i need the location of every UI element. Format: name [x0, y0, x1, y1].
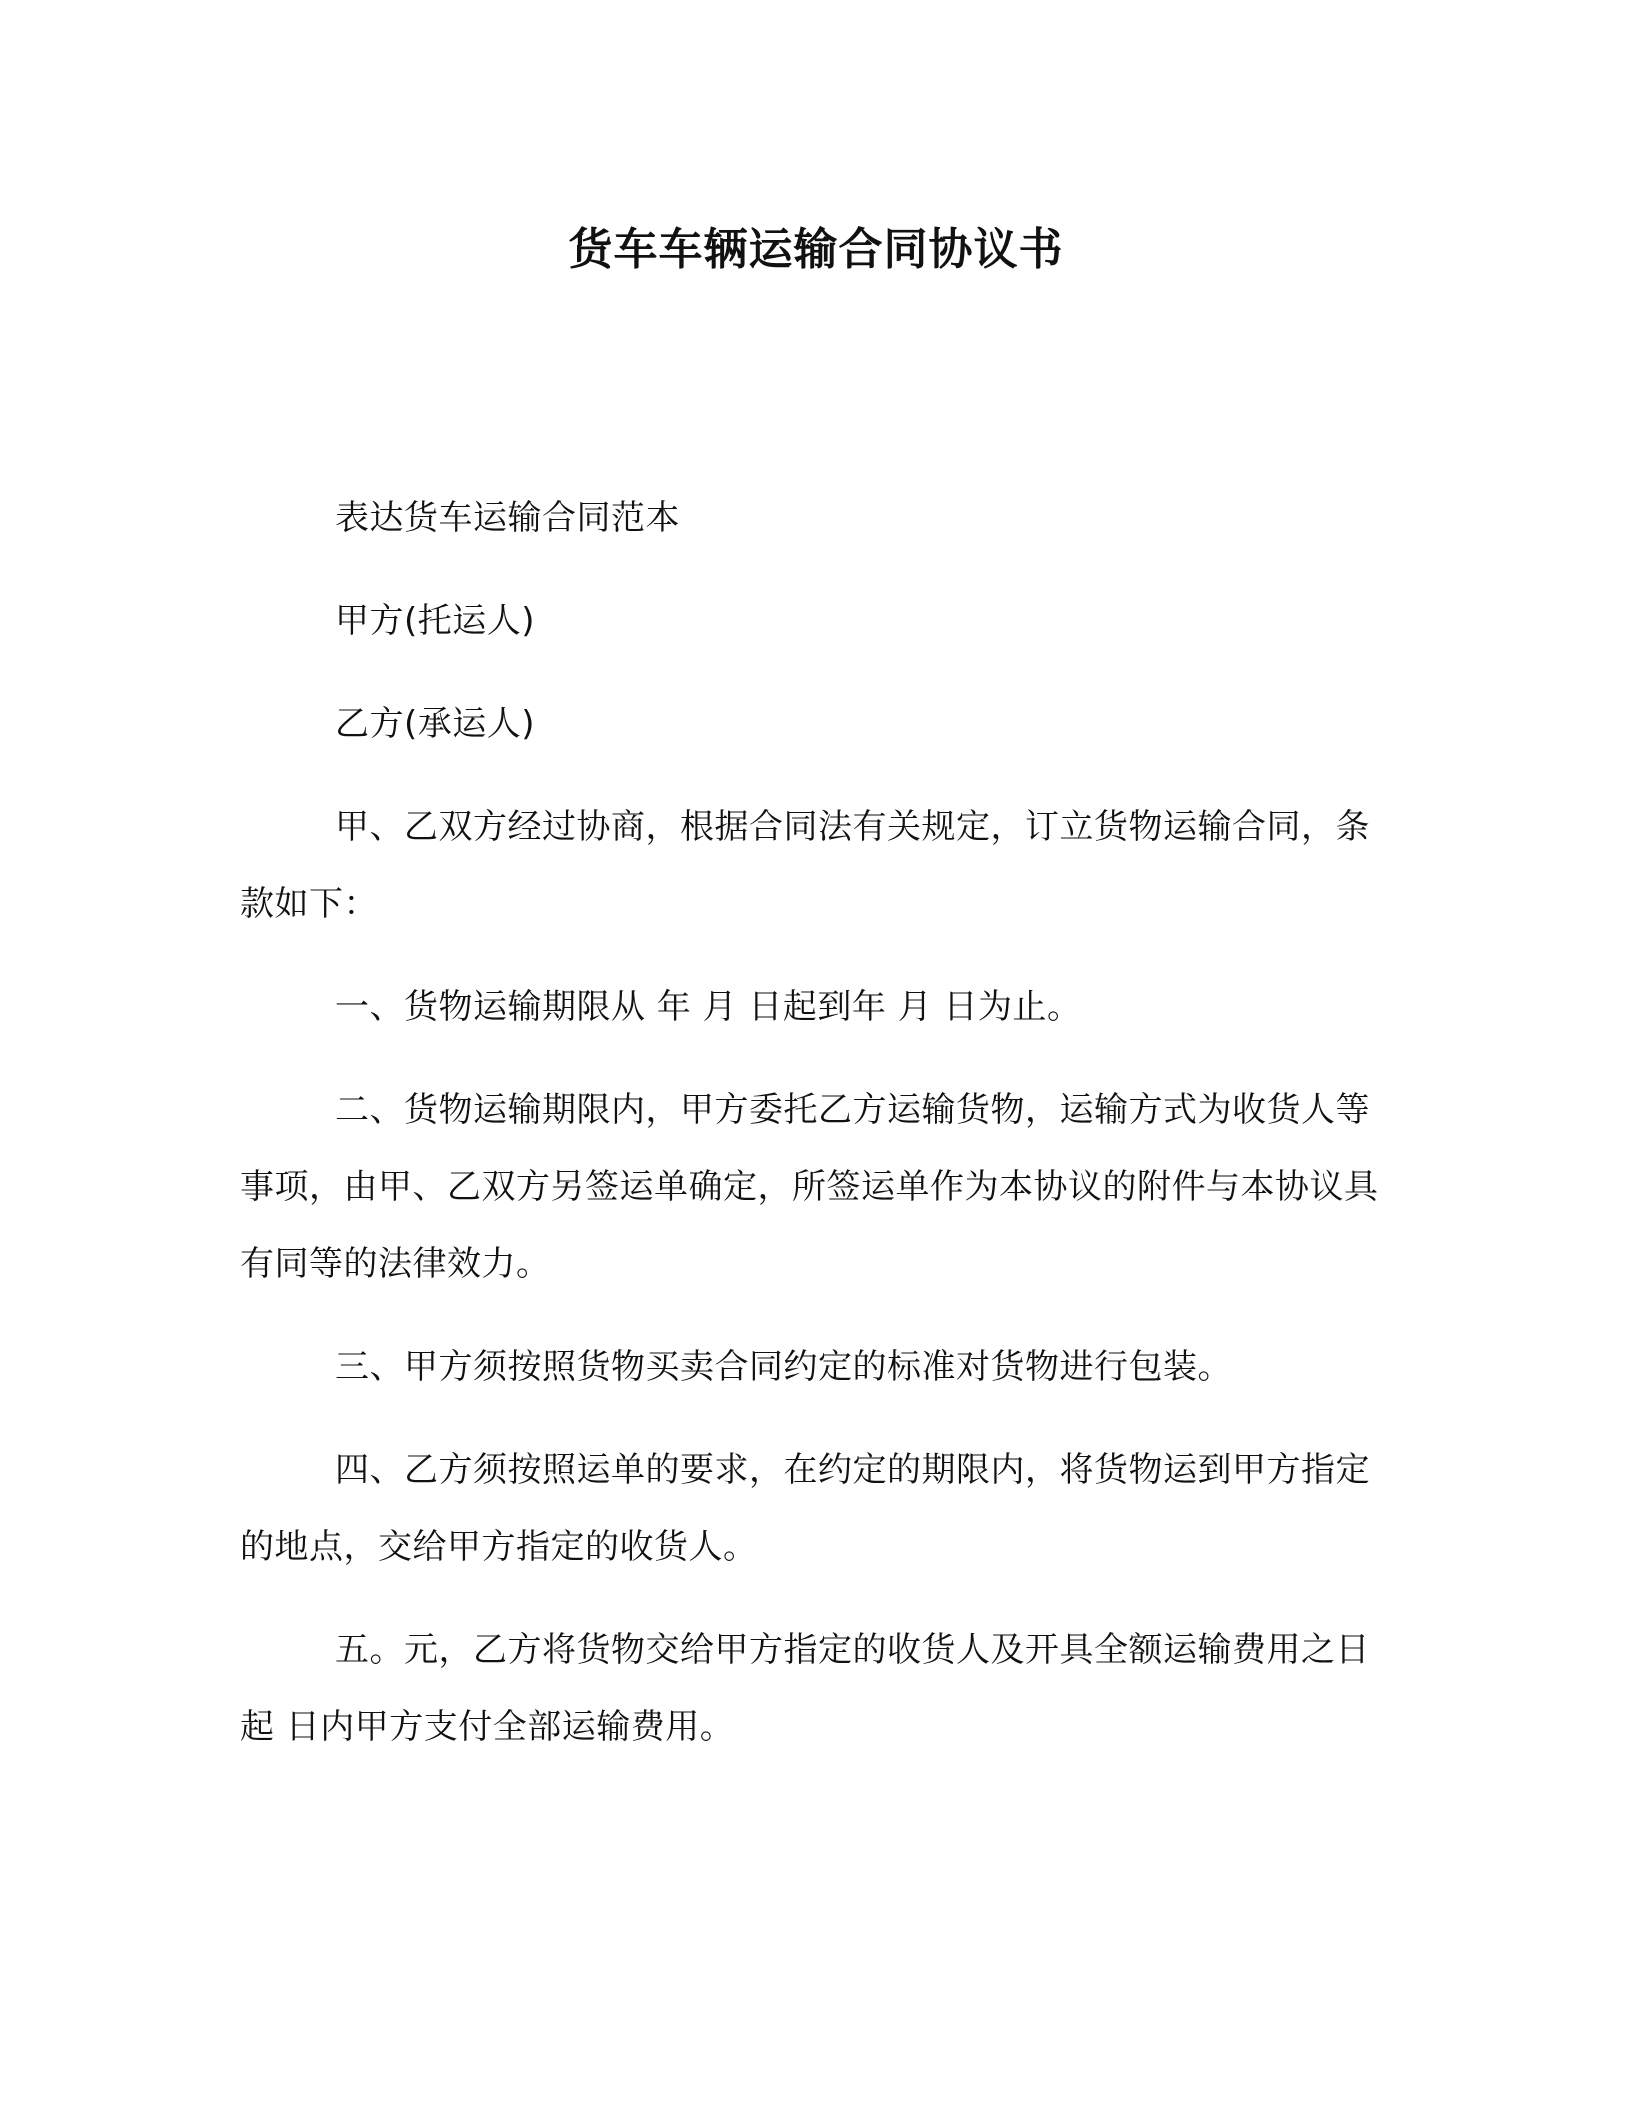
preamble-paragraph: 甲、乙双方经过协商，根据合同法有关规定，订立货物运输合同，条款如下：	[240, 807, 1370, 924]
document-subtitle: 表达货车运输合同范本	[335, 498, 680, 538]
party-b-line: 乙方(承运人)	[335, 704, 536, 744]
clause-2: 二、货物运输期限内，甲方委托乙方运输货物，运输方式为收货人等事项，由甲、乙双方另签运单确定，所签运单作为本协议的附件与本协议具有同等的法律效力。	[240, 1090, 1379, 1284]
clause-5: 五。元，乙方将货物交给甲方指定的收货人及开具全额运输费用之日起 日内甲方支付全部运输费用。	[240, 1630, 1370, 1747]
document-title: 货车车辆运输合同协议书	[568, 224, 1064, 275]
clause-1: 一、货物运输期限从 年 月 日起到年 月 日为止。	[335, 987, 1082, 1027]
party-a-line: 甲方(托运人)	[335, 601, 536, 641]
clause-4: 四、乙方须按照运单的要求，在约定的期限内，将货物运到甲方指定的地点，交给甲方指定的收货人。	[240, 1450, 1370, 1567]
clause-3: 三、甲方须按照货物买卖合同约定的标准对货物进行包装。	[335, 1347, 1232, 1387]
